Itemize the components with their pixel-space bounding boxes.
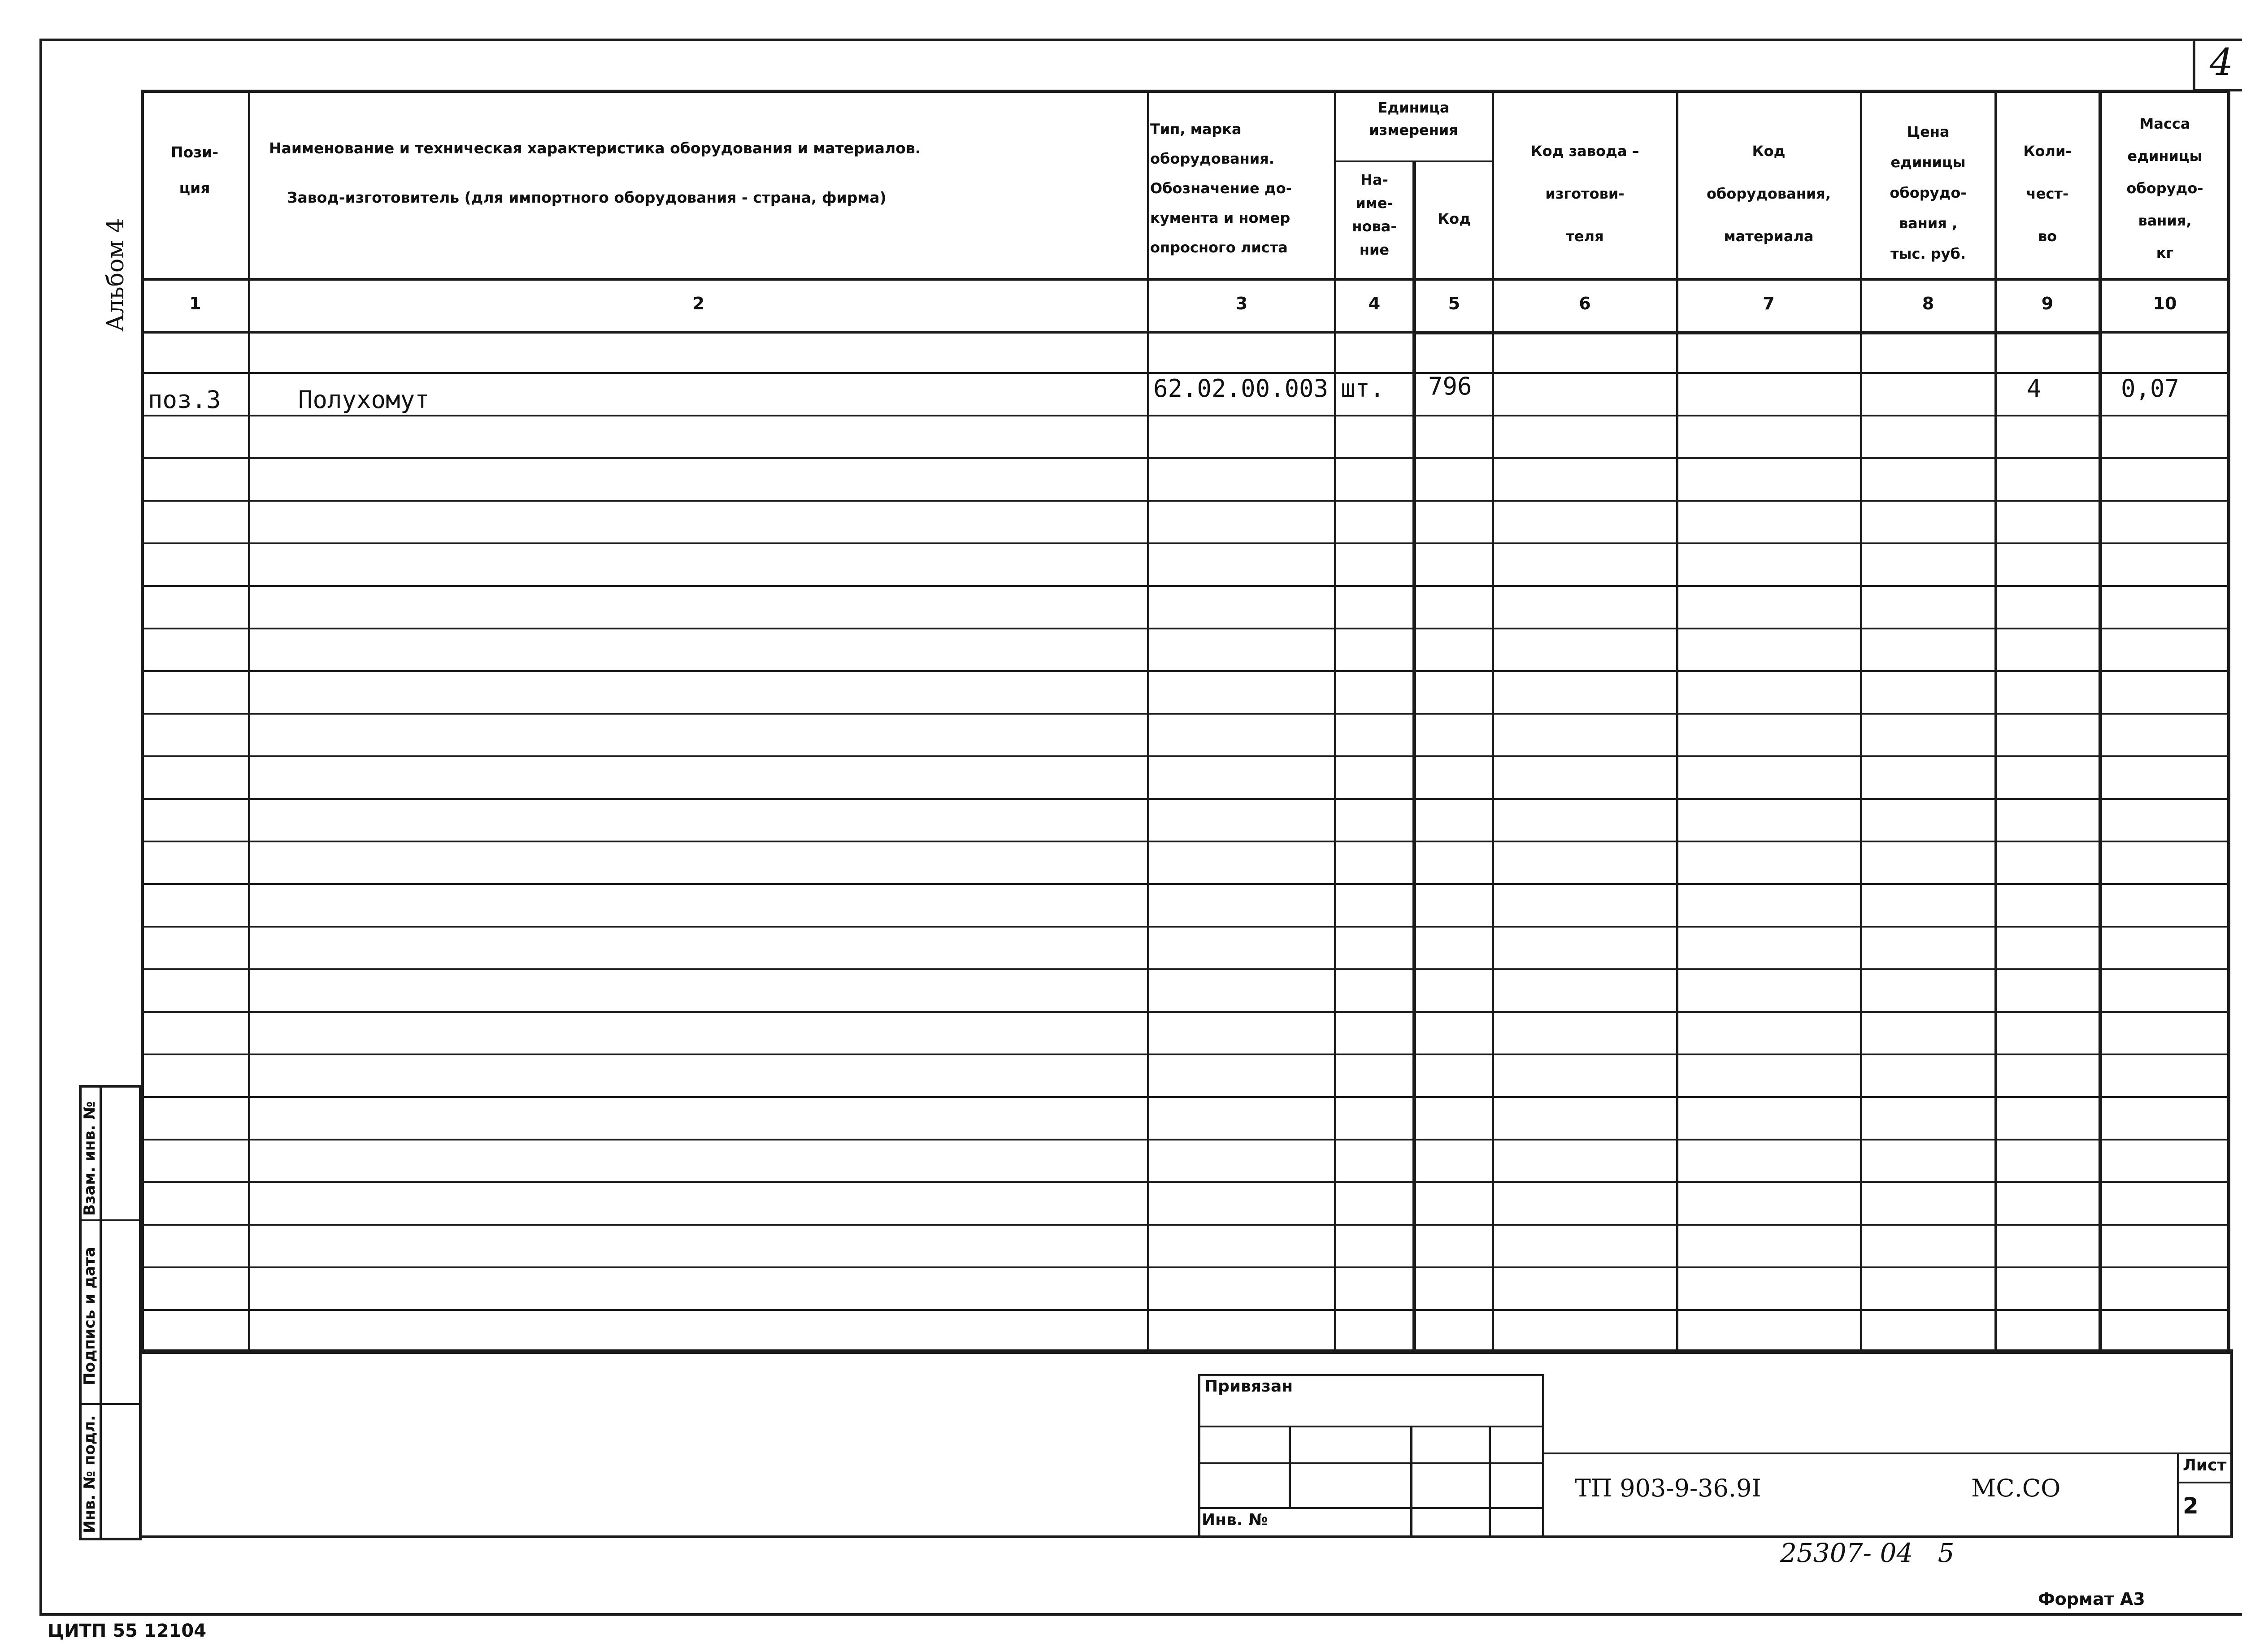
sheet-label: Лист: [2183, 1456, 2227, 1474]
stamp-line: [1198, 1462, 1544, 1464]
row-line: [141, 1011, 2230, 1013]
side-label-sign-date: Подпись и дата: [81, 1247, 99, 1385]
row-line: [141, 926, 2230, 928]
row-line: [141, 1309, 2230, 1311]
header-mass: Масса единицы оборудо- вания, кг: [2126, 115, 2203, 261]
row-line: [141, 585, 2230, 587]
row-qty: 4: [2027, 374, 2042, 403]
header-position: Пози- ция: [170, 143, 219, 197]
header-equip-code: Код оборудования, материала: [1707, 143, 1831, 245]
ctip-label: ЦИТП 55 12104: [48, 1621, 207, 1641]
col-number: 3: [1235, 294, 1248, 313]
row-line: [141, 457, 2230, 459]
row-line: [141, 542, 2230, 544]
stamp-col: [1289, 1426, 1291, 1507]
header-line: [141, 278, 2230, 281]
row-type-mark: 62.02.00.003: [1153, 374, 1329, 403]
row-line: [141, 713, 2230, 715]
header-qty: Коли- чест- во: [2023, 143, 2072, 245]
row-line: [141, 670, 2230, 672]
side-label-inv-podl: Инв. № подл.: [81, 1415, 99, 1533]
row-name: Полухомут: [298, 386, 430, 414]
title-block-line: [2177, 1482, 2233, 1483]
col-number: 7: [1763, 294, 1775, 313]
row-line: [141, 1054, 2230, 1055]
section-code: МС.СО: [1971, 1474, 2061, 1502]
col-number: 2: [692, 294, 705, 313]
title-block-line: [1544, 1453, 2233, 1454]
title-block-col: [2177, 1453, 2179, 1538]
row-line: [141, 1266, 2230, 1268]
header-unit-name: На- име- нова- ние: [1352, 171, 1397, 258]
row-line: [141, 1181, 2230, 1183]
row-line: [141, 883, 2230, 885]
row-line: [141, 1096, 2230, 1098]
stamp-right-line: [2230, 1349, 2233, 1538]
row-line: [141, 841, 2230, 842]
row-line: [141, 415, 2230, 416]
col-number: 5: [1448, 294, 1460, 313]
inv-no-label: Инв. №: [1202, 1511, 1268, 1529]
stamp-line: [1198, 1507, 1544, 1509]
album-label: Альбом 4: [102, 218, 129, 332]
row-line: [141, 500, 2230, 502]
archive-number: 25307- 04 5: [1780, 1538, 1955, 1568]
col-number: 8: [1922, 294, 1934, 313]
row-line: [141, 798, 2230, 800]
col-line: [1412, 161, 1416, 1354]
header-unit-code: Код: [1438, 210, 1471, 227]
header-name-line2: Завод-изготовитель (для импортного оборудования - страна, фирма): [287, 189, 886, 206]
side-strip-line: [79, 1219, 142, 1221]
row-line: [141, 372, 2230, 374]
col-number: 4: [1368, 294, 1381, 313]
row-line: [141, 628, 2230, 629]
row-unit-name: шт.: [1341, 374, 1385, 403]
side-label-vzam: Взам. инв. №: [81, 1101, 99, 1216]
col-number: 10: [2153, 294, 2177, 313]
row-line: [141, 1224, 2230, 1226]
sheet-mark: 4: [2210, 41, 2233, 84]
unit-header-line: [1334, 160, 1492, 162]
header-unit-group: Единица измерения: [1369, 99, 1458, 139]
stamp-col: [1489, 1426, 1491, 1538]
col-number: 9: [2041, 294, 2054, 313]
header-price: Цена единицы оборудо- вания , тыс. руб.: [1890, 123, 1967, 262]
format-label: Формат А3: [2038, 1589, 2145, 1609]
sheet-number: 2: [2183, 1493, 2199, 1519]
side-strip-divider: [100, 1085, 102, 1540]
header-type-mark: Тип, марка оборудования. Обозначение до- кумента и номер опросного листа: [1150, 121, 1292, 256]
stamp-col: [1410, 1426, 1412, 1538]
stamp-line: [1198, 1426, 1544, 1427]
row-mass: 0,07: [2121, 374, 2180, 403]
bold-block-top: [1412, 331, 2102, 334]
privyazan-label: Привязан: [1204, 1377, 1293, 1396]
header-factory-code: Код завода – изготови- теля: [1530, 143, 1639, 245]
row-position: поз.3: [148, 386, 221, 414]
doc-code: ТП 903-9-36.9I: [1575, 1474, 1761, 1502]
col-number: 1: [189, 294, 201, 313]
side-strip-line: [79, 1403, 142, 1405]
row-line: [141, 968, 2230, 970]
col-number: 6: [1579, 294, 1591, 313]
table-bottom-line: [141, 1349, 2230, 1352]
row-line: [141, 755, 2230, 757]
row-unit-code: 796: [1428, 372, 1472, 400]
row-line: [141, 1139, 2230, 1140]
header-name-line1: Наименование и техническая характеристика оборудования и материалов.: [269, 139, 921, 157]
